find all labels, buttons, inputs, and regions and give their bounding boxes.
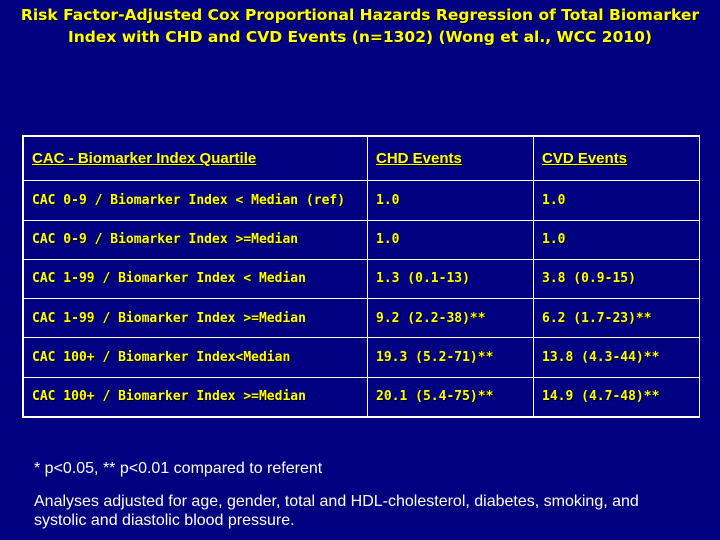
- title-line-1: Risk Factor-Adjusted Cox Proportional Hazards Regression of Total Biomarker: [20, 6, 700, 24]
- row-label: CAC 1-99 / Biomarker Index < Median: [24, 259, 368, 298]
- cvd-value: 1.0: [534, 181, 700, 220]
- header-quartile: CAC - Biomarker Index Quartile: [24, 137, 368, 181]
- table-row: [24, 220, 700, 259]
- row-label: CAC 100+ / Biomarker Index<Median: [24, 338, 368, 377]
- slide-title: [0, 4, 720, 48]
- chd-value: 20.1 (5.4-75)**: [368, 377, 534, 416]
- cvd-value: 13.8 (4.3-44)**: [534, 338, 700, 377]
- table-row: [24, 338, 700, 377]
- row-label: CAC 0-9 / Biomarker Index < Median (ref): [24, 181, 368, 220]
- chd-value: 1.0: [368, 181, 534, 220]
- row-label: CAC 0-9 / Biomarker Index >=Median: [24, 220, 368, 259]
- table-row: [24, 259, 700, 298]
- header-chd-events: CHD Events: [368, 137, 534, 181]
- chd-value: 1.3 (0.1-13): [368, 259, 534, 298]
- table-row: [24, 377, 700, 416]
- title-line-2: Index with CHD and CVD Events (n=1302) (Wong et al., WCC 2010): [67, 28, 653, 46]
- row-label: CAC 100+ / Biomarker Index >=Median: [24, 377, 368, 416]
- header-cvd-events: CVD Events: [534, 137, 700, 181]
- table-row: [24, 181, 700, 220]
- row-label: CAC 1-99 / Biomarker Index >=Median: [24, 299, 368, 338]
- table-header-row: [24, 137, 700, 181]
- cvd-value: 14.9 (4.7-48)**: [534, 377, 700, 416]
- results-table: [22, 135, 700, 418]
- chd-value: 19.3 (5.2-71)**: [368, 338, 534, 377]
- chd-value: 1.0: [368, 220, 534, 259]
- significance-footnote: * p<0.05, ** p<0.01 compared to referent: [34, 460, 323, 477]
- chd-value: 9.2 (2.2-38)**: [368, 299, 534, 338]
- table-row: [24, 299, 700, 338]
- adjustment-footnote: Analyses adjusted for age, gender, total and HDL-cholesterol, diabetes, smoking, and systolic and diastolic blood pressure.: [34, 493, 639, 529]
- cvd-value: 6.2 (1.7-23)**: [534, 299, 700, 338]
- cvd-value: 3.8 (0.9-15): [534, 259, 700, 298]
- cvd-value: 1.0: [534, 220, 700, 259]
